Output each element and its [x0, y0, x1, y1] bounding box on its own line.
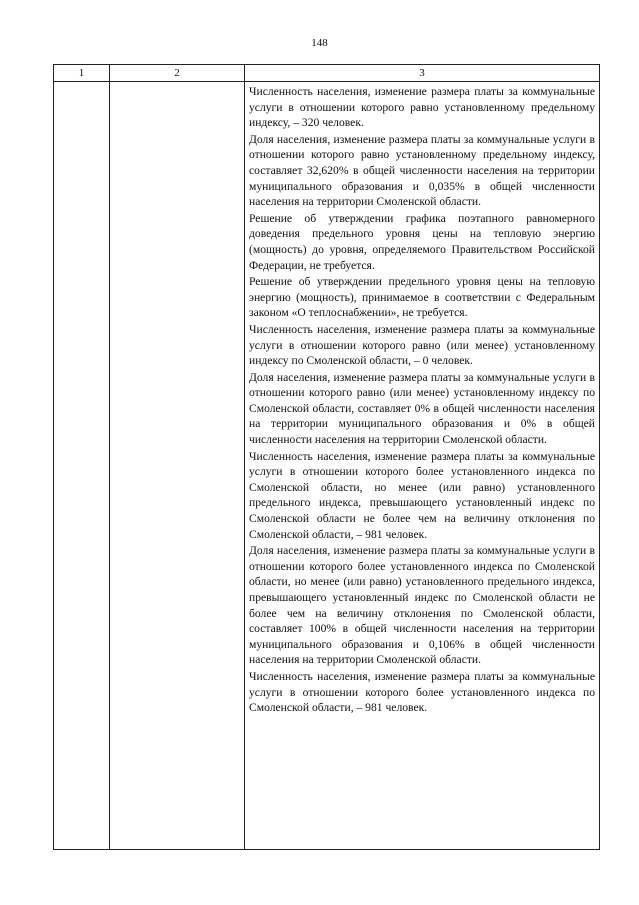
paragraph-share-within-deviation: Доля населения, изменение размера платы за коммунальные услуги в отношении которого более установленного индекса по Смоленской области, но менее (или равно) установленного предельного индекса, превышающего установленный индекс по Смоленской области не более чем на величину отклонения по Смоленской области, составляет 100% в общей численности населения на территории муниципального образования и 0,106% в общей численности населения на территории Смоленской области. — [249, 544, 595, 667]
paragraph-price-limit-decision: Решение об утверждении предельного уровня цены на тепловую энергию (мощность), принимаемое в соответствии с Федеральным законом «О теплоснабжении», не требуется. — [249, 275, 595, 320]
paragraph-schedule-decision: Решение об утверждении графика поэтапного равномерного доведения предельного уровня цены на тепловую энергию (мощность) до уровня, определяемого Правительством Российской Федерации, не требуется. — [249, 211, 595, 272]
paragraph-share-equal-limit: Доля населения, изменение размера платы за коммунальные услуги в отношении которого равно установленному предельному индексу, составляет 32,620% в общей численности населения на территории муниципального образования и 0,035% в общей численности населения на территории Смоленской области. — [249, 132, 595, 209]
paragraph-population-within-deviation: Численность населения, изменение размера платы за коммунальные услуги в отношении которого более установленного индекса по Смоленской области, но менее (или равно) установленного предельного индекса, превышающего установленный индекс по Смоленской области не более чем на величину отклонения по Смоленской области, – 981 человек. — [249, 449, 595, 541]
table-body-row — [54, 82, 600, 850]
table-header-row — [54, 65, 600, 82]
document-table — [53, 64, 600, 850]
page-number: 148 — [311, 37, 328, 49]
paragraph-population-above-index: Численность населения, изменение размера платы за коммунальные услуги в отношении которого более установленного индекса по Смоленской области, – 981 человек. — [249, 669, 595, 715]
header-col-2: 2 — [110, 65, 245, 82]
cell-col-1 — [54, 82, 110, 850]
header-col-3: 3 — [245, 65, 600, 82]
header-col-1: 1 — [54, 65, 110, 82]
cell-col-3 — [245, 82, 600, 850]
paragraph-population-equal-limit: Численность населения, изменение размера платы за коммунальные услуги в отношении которого равно установленному предельному индексу, – 320 человек. — [249, 85, 595, 130]
cell-col-2 — [110, 82, 245, 850]
paragraph-population-below-index: Численность населения, изменение размера платы за коммунальные услуги в отношении которого равно (или менее) установленному индексу по Смоленской области, – 0 человек. — [249, 322, 595, 368]
paragraph-share-below-index: Доля населения, изменение размера платы за коммунальные услуги в отношении которого равно (или менее) установленному индексу по Смоленской области, составляет 0% в общей численности населения на территории муниципального образования и 0% в общей численности населения на территории Смоленской области. — [249, 370, 595, 447]
